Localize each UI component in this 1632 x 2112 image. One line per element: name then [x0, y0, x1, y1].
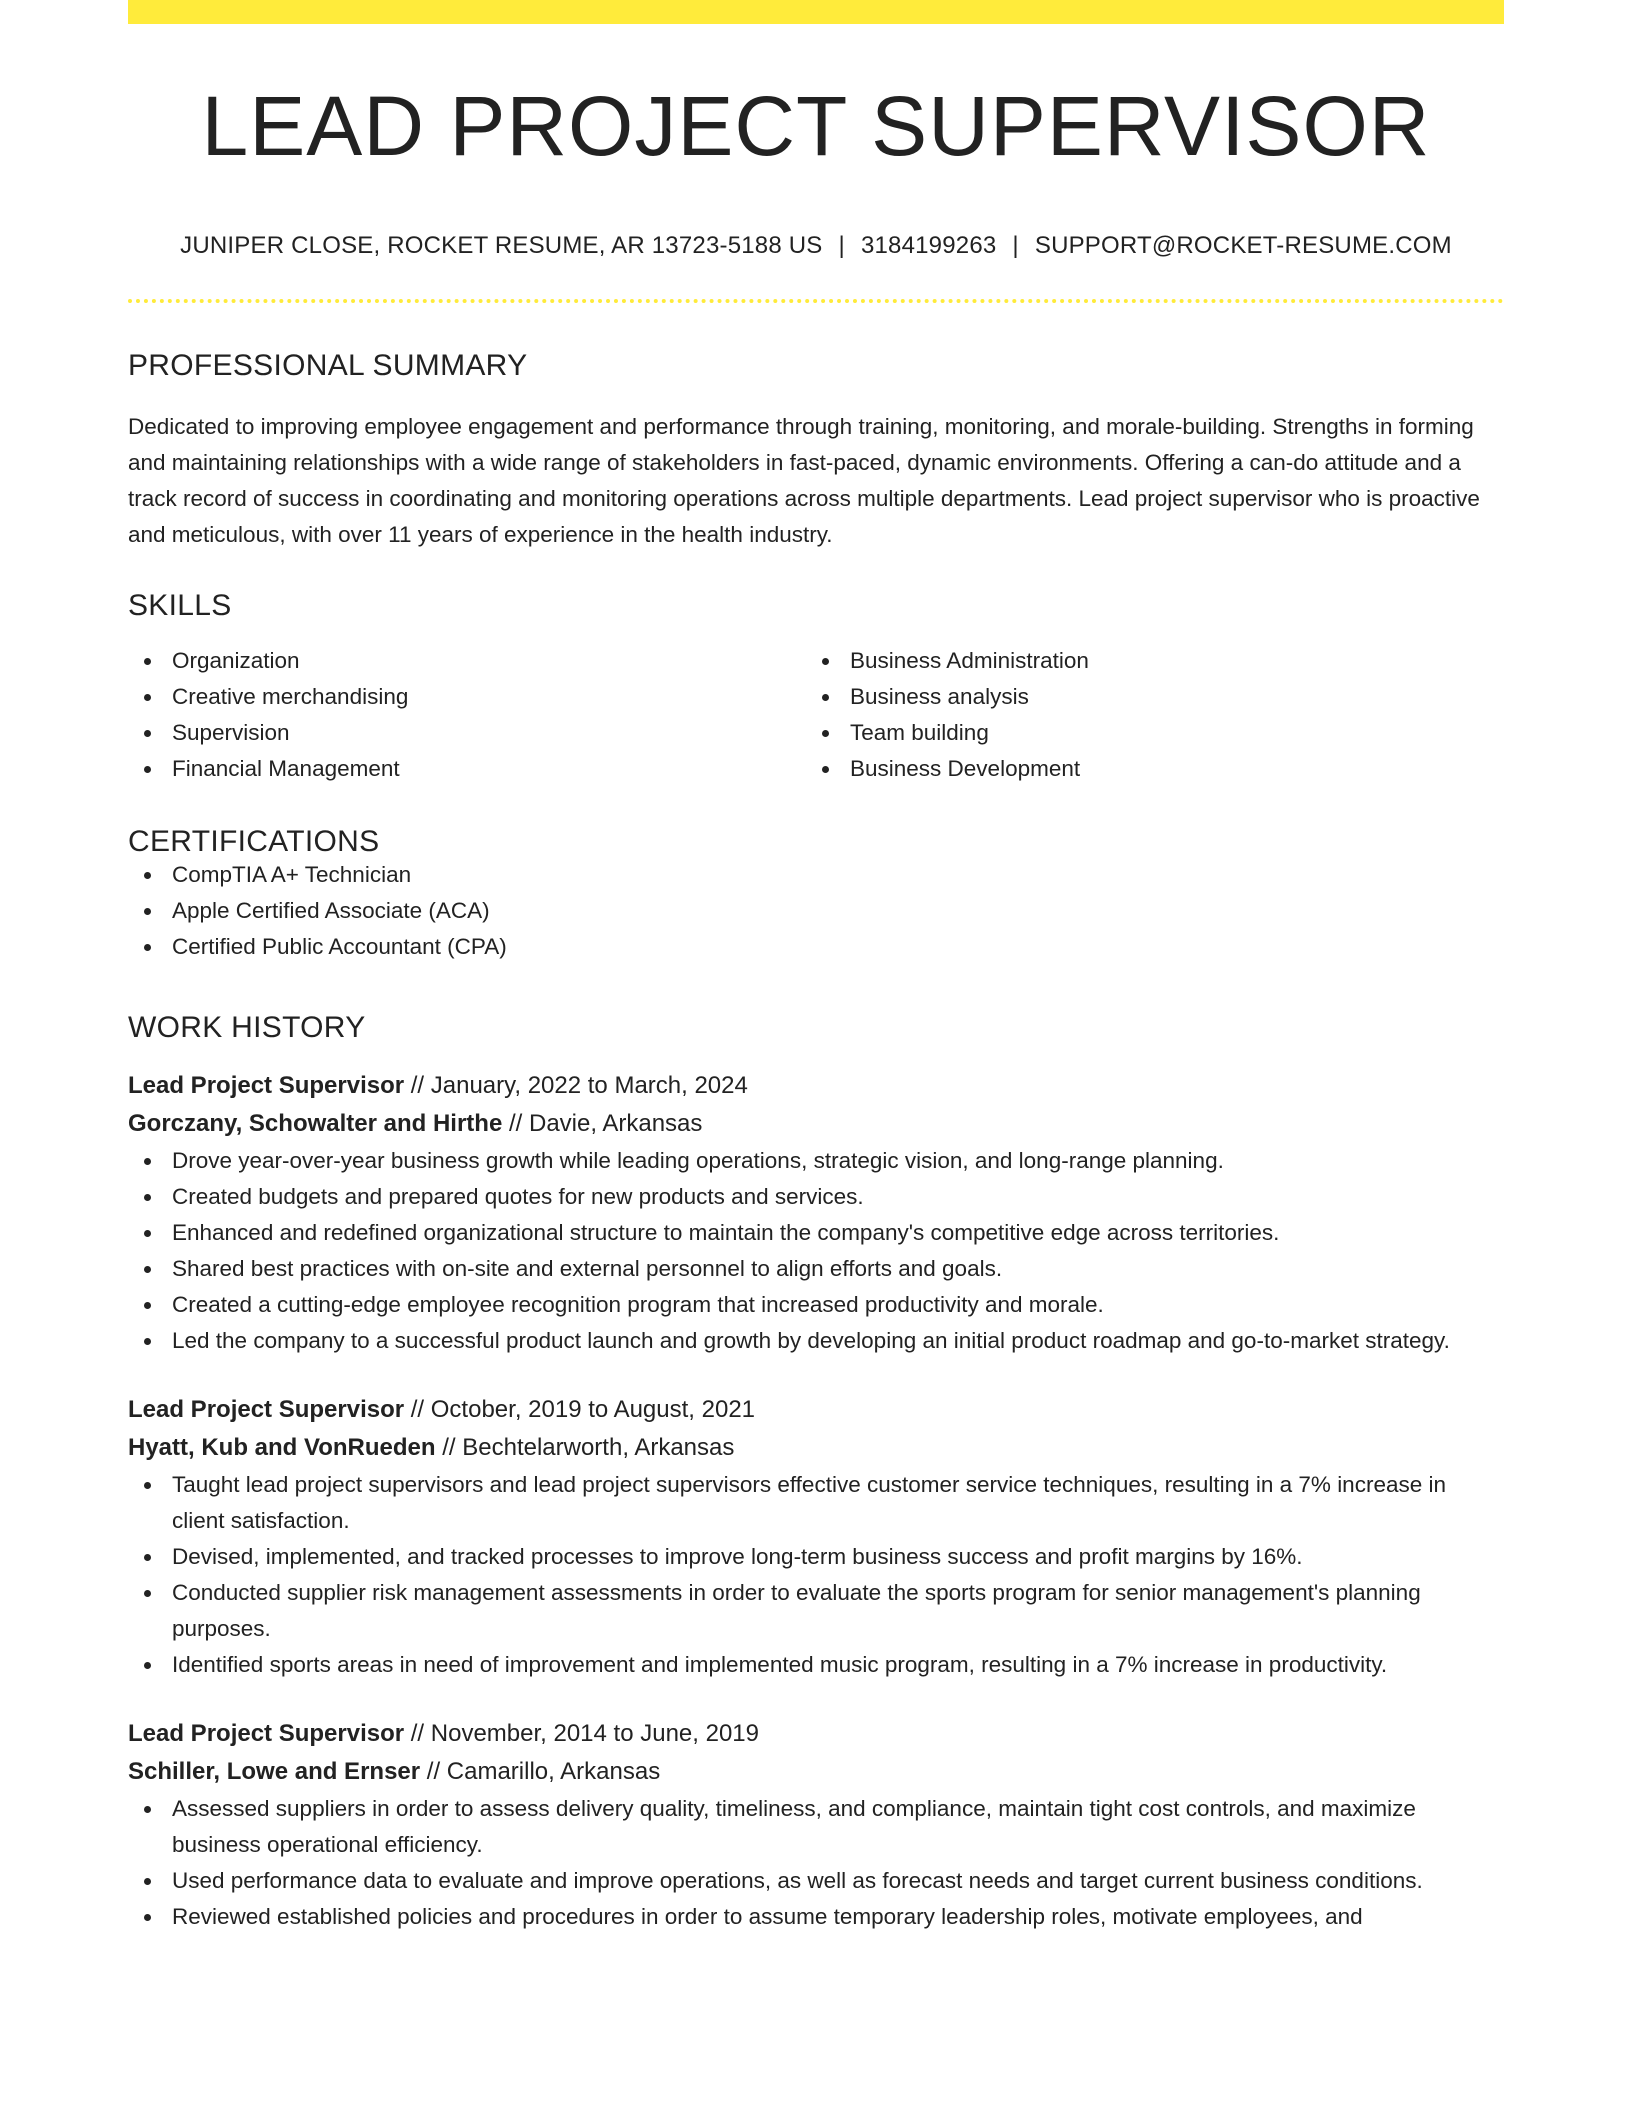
job-bullet: Devised, implemented, and tracked processes to improve long-term business success and profit margins by 16%. [128, 1539, 1504, 1575]
skill-item: Team building [806, 715, 1484, 751]
top-accent-bar [128, 0, 1504, 24]
job-company: Hyatt, Kub and VonRueden [128, 1434, 436, 1461]
skill-item: Business Administration [806, 643, 1484, 679]
contact-address: JUNIPER CLOSE, ROCKET RESUME, AR 13723-5188 US [180, 232, 823, 259]
skill-item: Financial Management [128, 751, 806, 787]
skills-columns [128, 643, 1504, 787]
job-bullet: Conducted supplier risk management assessments in order to evaluate the sports program for senior management's planning purposes. [128, 1575, 1504, 1647]
job-bullet-list [128, 1467, 1504, 1683]
job-location: // Davie, Arkansas [502, 1110, 703, 1137]
job-bullet: Created budgets and prepared quotes for new products and services. [128, 1179, 1504, 1215]
job-company-line [128, 1753, 1504, 1791]
job-bullet: Taught lead project supervisors and lead project supervisors effective customer service techniques, resulting in a 7% increase in client satisfaction. [128, 1467, 1504, 1539]
certifications-list [128, 857, 1504, 965]
job-bullet: Assessed suppliers in order to assess delivery quality, timeliness, and compliance, maintain tight cost controls, and maximize business operational efficiency. [128, 1791, 1504, 1863]
contact-separator: | [838, 232, 845, 259]
job-bullet: Reviewed established policies and procedures in order to assume temporary leadership roles, motivate employees, and [128, 1899, 1504, 1935]
job-company-line [128, 1105, 1504, 1143]
job-role: Lead Project Supervisor [128, 1072, 405, 1099]
job-entry [128, 1067, 1504, 1359]
certifications-heading: CERTIFICATIONS [128, 825, 380, 858]
job-role-line [128, 1391, 1504, 1429]
job-entry [128, 1715, 1504, 1935]
job-bullet: Used performance data to evaluate and improve operations, as well as forecast needs and target current business conditions. [128, 1863, 1504, 1899]
job-bullet: Shared best practices with on-site and external personnel to align efforts and goals. [128, 1251, 1504, 1287]
resume-page [128, 0, 1504, 1935]
job-bullet: Led the company to a successful product launch and growth by developing an initial product roadmap and go-to-market strategy. [128, 1323, 1504, 1359]
job-location: // Camarillo, Arkansas [420, 1758, 661, 1785]
contact-separator: | [1012, 232, 1019, 259]
job-company: Schiller, Lowe and Ernser [128, 1758, 421, 1785]
job-company: Gorczany, Schowalter and Hirthe [128, 1110, 503, 1137]
job-bullet-list [128, 1143, 1504, 1359]
contact-line [128, 234, 1504, 258]
certification-item: CompTIA A+ Technician [128, 857, 1504, 893]
skill-item: Business Development [806, 751, 1484, 787]
skill-item: Business analysis [806, 679, 1484, 715]
job-role-line [128, 1067, 1504, 1105]
certification-item: Certified Public Accountant (CPA) [128, 929, 1504, 965]
contact-phone: 3184199263 [860, 232, 997, 259]
job-entry [128, 1391, 1504, 1683]
job-bullet: Created a cutting-edge employee recognition program that increased productivity and morale. [128, 1287, 1504, 1323]
job-role: Lead Project Supervisor [128, 1720, 405, 1747]
job-company-line [128, 1429, 1504, 1467]
dotted-divider [128, 299, 1504, 303]
skills-list-left [128, 643, 806, 787]
work-history-heading: WORK HISTORY [128, 1011, 366, 1044]
job-bullet-list [128, 1791, 1504, 1935]
job-bullet: Drove year-over-year business growth while leading operations, strategic vision, and long-range planning. [128, 1143, 1504, 1179]
certification-item: Apple Certified Associate (ACA) [128, 893, 1504, 929]
contact-email: SUPPORT@ROCKET-RESUME.COM [1034, 232, 1452, 259]
job-bullet: Enhanced and redefined organizational structure to maintain the company's competitive edge across territories. [128, 1215, 1504, 1251]
job-location: // Bechtelarworth, Arkansas [435, 1434, 735, 1461]
skills-list-right [806, 643, 1484, 787]
resume-title: LEAD PROJECT SUPERVISOR [201, 79, 1431, 173]
skill-item: Creative merchandising [128, 679, 806, 715]
skills-heading: SKILLS [128, 589, 232, 622]
summary-heading: PROFESSIONAL SUMMARY [128, 349, 528, 382]
job-dates: // November, 2014 to June, 2019 [404, 1720, 759, 1747]
job-dates: // October, 2019 to August, 2021 [404, 1396, 756, 1423]
job-bullet: Identified sports areas in need of improvement and implemented music program, resulting in a 7% increase in productivity. [128, 1647, 1504, 1683]
skill-item: Supervision [128, 715, 806, 751]
job-dates: // January, 2022 to March, 2024 [404, 1072, 748, 1099]
skill-item: Organization [128, 643, 806, 679]
job-role-line [128, 1715, 1504, 1753]
job-role: Lead Project Supervisor [128, 1396, 405, 1423]
summary-text: Dedicated to improving employee engagement and performance through training, monitoring, and morale-building. Strengths in forming and maintaining relationships with a wide range of stakeholders in fast-paced, dynamic environments. Offering a can-do attitude and a track record of success in coordinating and monitoring operations across multiple departments. Lead project supervisor who is proactive and meticulous, with over 11 years of experience in the health industry. [128, 414, 1480, 547]
